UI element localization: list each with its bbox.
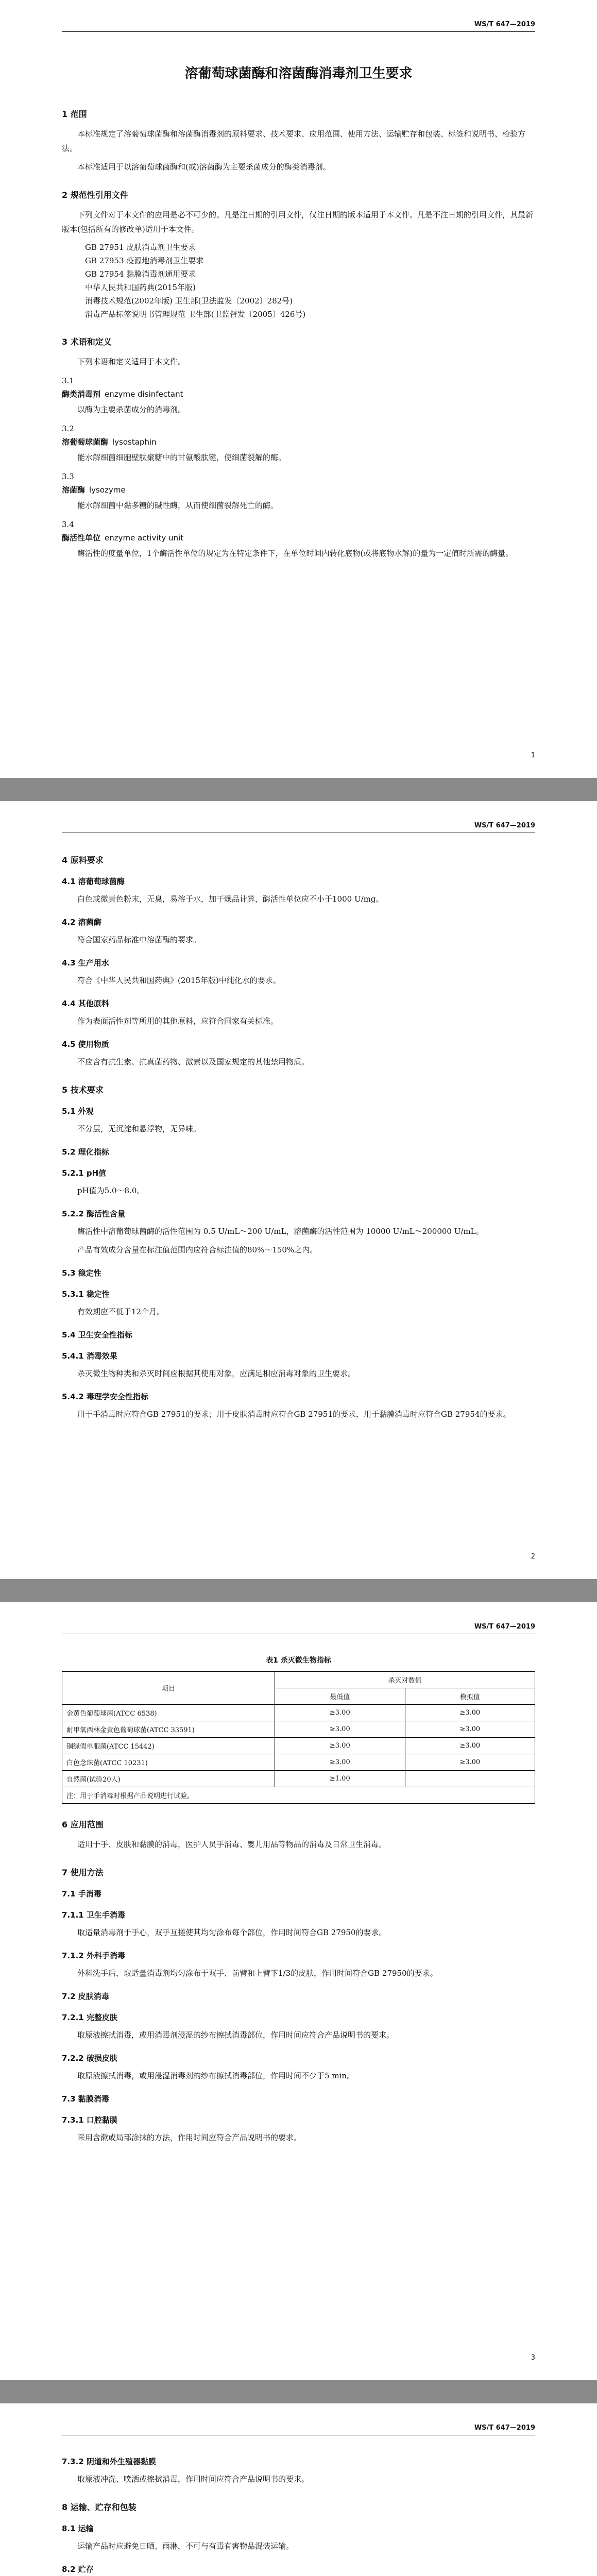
subsection-heading: 7.1 手消毒 — [62, 1889, 101, 1899]
paragraph: 下列文件对于本文件的应用是必不可少的。凡是注日期的引用文件，仅注日期的版本适用于本文件。凡是不注日期的引用文件，其最新版本(包括所有的修改单)适用于本文件。 — [62, 210, 534, 234]
subsection-heading: 5.3.1 稳定性 — [62, 1290, 110, 1299]
table-note-row: 注：用于手消毒时根据产品说明进行试验。 — [62, 1787, 535, 1804]
subsection-heading: 4.3 生产用水 — [62, 958, 109, 968]
page-number: 2 — [531, 1553, 535, 1561]
table-header: 最低值 — [275, 1688, 405, 1705]
subsection-heading: 7.1.2 外科手消毒 — [62, 1951, 125, 1960]
term-number: 3.1 — [62, 376, 74, 385]
list-item: 消毒技术规范(2002年版) 卫生部(卫法监发〔2002〕282号) — [85, 296, 293, 306]
section-heading: 2 规范性引用文件 — [62, 190, 128, 200]
page-header: WS/T 647—2019 — [62, 21, 535, 32]
section-heading: 3 术语和定义 — [62, 337, 112, 347]
table-row: 自然菌(试验20人) ≥1.00 — [62, 1771, 535, 1787]
subsection-heading: 5.4.2 毒理学安全性指标 — [62, 1392, 148, 1401]
microbe-kill-table — [62, 1671, 535, 1804]
table-header: 项目 — [62, 1672, 275, 1705]
section-heading: 1 范围 — [62, 109, 87, 119]
paragraph: 杀灭微生物种类和杀灭时间应根据其使用对象，应满足相应消毒对象的卫生要求。 — [77, 1369, 356, 1378]
page-number: 1 — [531, 752, 535, 759]
subsection-heading: 4.1 溶葡萄球菌酶 — [62, 877, 125, 886]
paragraph: 采用含漱或局部涂抹的方法，作用时间应符合产品说明书的要求。 — [77, 2133, 302, 2142]
document-page-1 — [0, 0, 597, 778]
paragraph: 取适量消毒剂于手心，双手互搓使其均匀涂布每个部位，作用时间符合GB 27950的要求。 — [77, 1928, 387, 1937]
subsection-heading: 4.4 其他原料 — [62, 999, 109, 1008]
paragraph: 下列术语和定义适用于本文件。 — [77, 357, 186, 366]
table-caption: 表1 杀灭微生物指标 — [266, 1656, 331, 1665]
subsection-heading: 7.3.1 口腔黏膜 — [62, 2115, 117, 2125]
subsection-heading: 7.2.2 破损皮肤 — [62, 2054, 117, 2063]
paragraph: 符合《中华人民共和国药典》(2015年版)中纯化水的要求。 — [77, 976, 281, 985]
list-item: GB 27953 疫源地消毒剂卫生要求 — [85, 256, 204, 265]
page-header: WS/T 647—2019 — [62, 822, 535, 833]
table-row: 金黄色葡萄球菌(ATCC 6538) ≥3.00 ≥3.00 — [62, 1705, 535, 1721]
list-item: 消毒产品标签说明书管理规范 卫生部(卫监督发〔2005〕426号) — [85, 310, 306, 319]
page-number: 3 — [531, 2354, 535, 2362]
subsection-heading: 4.5 使用物质 — [62, 1040, 109, 1049]
paragraph: 不应含有抗生素、抗真菌药物、激素以及国家规定的其他禁用物质。 — [77, 1057, 310, 1066]
document-page-2 — [0, 801, 597, 1579]
subsection-heading: 5.2.2 酶活性含量 — [62, 1209, 125, 1218]
term-name: 酶类消毒剂 enzyme disinfectant — [62, 389, 183, 399]
table-row: 白色念珠菌(ATCC 10231) ≥3.00 ≥3.00 — [62, 1754, 535, 1771]
subsection-heading: 5.3 稳定性 — [62, 1268, 101, 1278]
paragraph: 本标准适用于以溶葡萄球菌酶和(或)溶菌酶为主要杀菌成分的酶类消毒剂。 — [77, 162, 331, 172]
document-page-4 — [0, 2403, 597, 2576]
paragraph: 酶活性中溶葡萄球菌酶的活性范围为 0.5 U/mL～200 U/mL，溶菌酶的活性范围为 10000 U/mL～200000 U/mL。 — [77, 1227, 484, 1236]
reference-list — [62, 241, 535, 321]
term-definition: 能水解细菌细胞壁肽聚糖中的甘氨酸肽键，使细菌裂解的酶。 — [77, 453, 286, 462]
section-heading: 5 技术要求 — [62, 1085, 104, 1095]
subsection-heading: 8.2 贮存 — [62, 2565, 94, 2574]
subsection-heading: 7.2.1 完整皮肤 — [62, 2013, 117, 2022]
list-item: GB 27951 皮肤消毒剂卫生要求 — [85, 243, 196, 252]
subsection-heading: 7.2 皮肤消毒 — [62, 1992, 109, 2001]
table-row: 铜绿假单胞菌(ATCC 15442) ≥3.00 ≥3.00 — [62, 1738, 535, 1754]
paragraph: 白色或微黄色粉末，无臭，易溶于水，加干燥品计算，酶活性单位应不小于1000 U/mg。 — [77, 894, 384, 904]
subsection-heading: 5.4 卫生安全性指标 — [62, 1330, 132, 1340]
paragraph: 运输产品时应避免日晒、雨淋，不可与有毒有害物品混装运输。 — [77, 2541, 294, 2551]
section-heading: 7 使用方法 — [62, 1868, 104, 1877]
paragraph: 本标准规定了溶葡萄球菌酶和溶菌酶消毒剂的原料要求、技术要求、应用范围、使用方法、运输贮存和包装、标签和说明书、检验方法。 — [62, 129, 526, 153]
page-header: WS/T 647—2019 — [62, 2424, 535, 2435]
subsection-heading: 5.2 理化指标 — [62, 1147, 109, 1157]
subsection-heading: 7.3 黏膜消毒 — [62, 2094, 109, 2104]
paragraph: 取原液冲洗、喷洒或擦拭消毒，作用时间应符合产品说明书的要求。 — [77, 2475, 310, 2484]
subsection-heading: 7.1.1 卫生手消毒 — [62, 1910, 125, 1920]
list-item: 中华人民共和国药典(2015年版) — [85, 283, 196, 292]
term-name: 酶活性单位 enzyme activity unit — [62, 533, 184, 543]
section-heading: 6 应用范围 — [62, 1820, 104, 1829]
document-title: 溶葡萄球菌酶和溶菌酶消毒剂卫生要求 — [184, 66, 413, 81]
table-row: 耐甲氧西林金黄色葡萄球菌(ATCC 33591) ≥3.00 ≥3.00 — [62, 1721, 535, 1738]
subsection-heading: 7.3.2 阴道和外生殖器黏膜 — [62, 2457, 156, 2466]
subsection-heading: 4.2 溶菌酶 — [62, 918, 101, 927]
paragraph: 作为表面活性剂等所用的其他原料，应符合国家有关标准。 — [77, 1016, 279, 1026]
page-header: WS/T 647—2019 — [62, 1623, 535, 1634]
list-item: GB 27954 黏膜消毒剂通用要求 — [85, 269, 196, 279]
term-number: 3.4 — [62, 520, 74, 529]
term-definition: 酶活性的度量单位，1个酶活性单位的规定为在特定条件下，在单位时间内转化底物(或将底物水解)的量为一定值时所需的酶量。 — [77, 549, 514, 558]
paragraph: 取原液擦拭消毒，或用消毒剂浸湿的纱布擦拭消毒部位，作用时间应符合产品说明书的要求。 — [77, 2030, 395, 2040]
paragraph: 适用于手、皮肤和黏膜的消毒，医护人员手消毒、婴儿用品等物品的消毒及日常卫生消毒。 — [77, 1840, 387, 1849]
paragraph: 不分层，无沉淀和悬浮物，无异味。 — [77, 1124, 201, 1133]
term-number: 3.2 — [62, 424, 74, 433]
section-heading: 4 原料要求 — [62, 855, 104, 865]
subsection-heading: 5.4.1 消毒效果 — [62, 1351, 117, 1361]
paragraph: 用于手消毒时应符合GB 27951的要求；用于皮肤消毒时应符合GB 27951的要求，用于黏膜消毒时应符合GB 27954的要求。 — [77, 1410, 511, 1419]
paragraph: 产品有效成分含量在标注值范围内应符合标注值的80%～150%之内。 — [77, 1245, 318, 1255]
table-header: 杀灭对数值 — [275, 1672, 535, 1688]
paragraph: 有效期应不低于12个月。 — [77, 1307, 165, 1316]
term-definition: 以酶为主要杀菌成分的消毒剂。 — [77, 405, 186, 414]
subsection-heading: 8.1 运输 — [62, 2524, 94, 2533]
page-gap — [0, 2380, 597, 2403]
paragraph: 取原液擦拭消毒，或用浸湿消毒剂的纱布擦拭消毒部位，作用时间不少于5 min。 — [77, 2071, 354, 2080]
term-number: 3.3 — [62, 472, 74, 481]
term-name: 溶菌酶 lysozyme — [62, 485, 126, 495]
paragraph: pH值为5.0～8.0。 — [77, 1186, 145, 1195]
section-heading: 8 运输、贮存和包装 — [62, 2502, 137, 2512]
paragraph: 外科洗手后，取适量消毒剂均匀涂布于双手、前臂和上臂下1/3的皮肤，作用时间符合GB 27950的要求。 — [77, 1969, 438, 1978]
table-header: 模拟值 — [405, 1688, 535, 1705]
subsection-heading: 5.2.1 pH值 — [62, 1168, 107, 1178]
page-gap — [0, 1579, 597, 1602]
page-gap — [0, 778, 597, 801]
paragraph: 符合国家药品标准中溶菌酶的要求。 — [77, 935, 201, 944]
document-page-3 — [0, 1602, 597, 2380]
term-definition: 能水解细菌中黏多糖的碱性酶，从而使细菌裂解死亡的酶。 — [77, 501, 279, 510]
subsection-heading: 5.1 外观 — [62, 1107, 94, 1116]
term-name: 溶葡萄球菌酶 lysostaphin — [62, 437, 157, 447]
